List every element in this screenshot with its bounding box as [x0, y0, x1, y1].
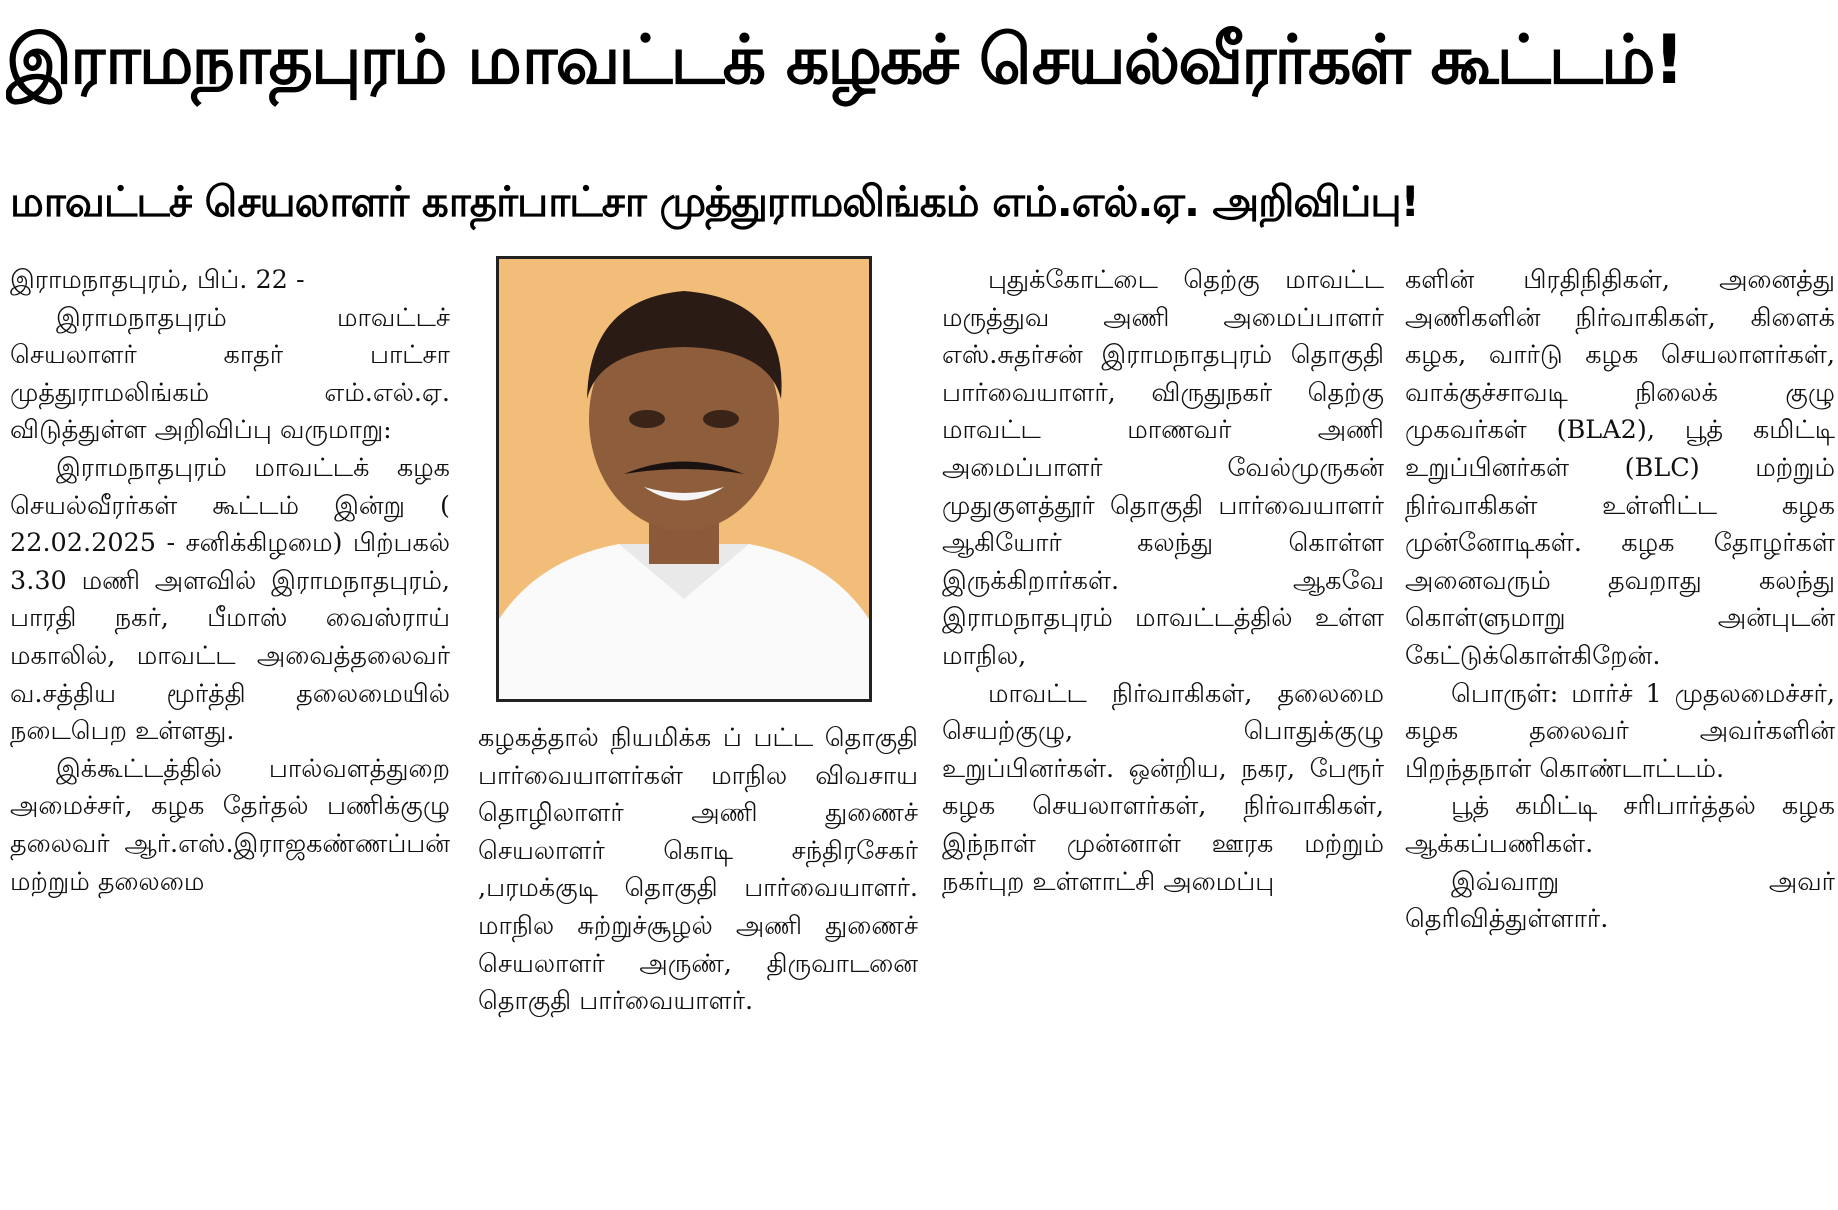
paragraph: பூத் கமிட்டி சரிபார்த்தல் கழக ஆக்கப்பணிகள். — [1405, 791, 1835, 859]
subheadline: மாவட்டச் செயலாளர் காதர்பாட்சா முத்துராமலிங்கம் எம்.எல்.ஏ. அறிவிப்பு! — [10, 177, 1419, 226]
article-column-3 — [942, 262, 1384, 1202]
paragraph: புதுக்கோட்டை தெற்கு மாவட்ட மருத்துவ அணி அமைப்பாளர் எஸ்.சுதர்சன் இராமநாதபுரம் தொகுதி பார்வையாளர், விருதுநகர் தெற்கு மாவட்ட மாணவர் அணி அமைப்பாளர் வேல்முருகன் முதுகுளத்தூர் தொகுதி பார்வையாளர் ஆகியோர் கலந்து கொள்ள இருக்கிறார்கள். ஆகவே இராமநாதபுரம் மாவட்டத்தில் உள்ள மாநில, — [942, 265, 1384, 671]
paragraph: இக்கூட்டத்தில் பால்வளத்துறை அமைச்சர், கழக தேர்தல் பணிக்குழு தலைவர் ஆர்.எஸ்.இராஜகண்ணப்பன் மற்றும் தலைமை — [10, 753, 450, 897]
paragraph: கழகத்தால் நியமிக்க ப் பட்ட தொகுதி பார்வையாளர்கள் மாநில விவசாய தொழிலாளர் அணி துணைச் செயலாளர் கொடி சந்திரசேகர் ,பரமக்குடி தொகுதி பார்வையாளர். மாநில சுற்றுச்சூழல் அணி துணைச் செயலாளர் அருண், திருவாடனை தொகுதி பார்வையாளர். — [478, 723, 918, 1017]
paragraph: இவ்வாறு அவர் தெரிவித்துள்ளார். — [1405, 866, 1835, 935]
article-column-1 — [10, 262, 450, 1202]
paragraph: இராமநாதபுரம் மாவட்டக் கழக செயல்வீரர்கள் கூட்டம் இன்று ( 22.02.2025 - சனிக்கிழமை) பிற்பகல் 3.30 மணி அளவில் இராமநாதபுரம், பாரதி நகர், பீமாஸ் வைஸ்ராய் மகாலில், மாவட்ட அவைத்தலைவர் வ.சத்திய மூர்த்தி தலைமையில் நடைபெற உள்ளது. — [10, 452, 450, 747]
paragraph: மாவட்ட நிர்வாகிகள், தலைமை செயற்குழு, பொதுக்குழு உறுப்பினர்கள். ஒன்றிய, நகர, பேரூர் கழக செயலாளர்கள், நிர்வாகிகள், இந்நாள் முன்னாள் ஊரக மற்றும் நகர்புற உள்ளாட்சி அமைப்பு — [942, 678, 1384, 897]
paragraph: இராமநாதபுரம் மாவட்டச் செயலாளர் காதர் பாட்சா முத்துராமலிங்கம் எம்.எல்.ஏ. விடுத்துள்ள அறிவிப்பு வருமாறு: — [10, 302, 450, 446]
headline: இராமநாதபுரம் மாவட்டக் கழகச் செயல்வீரர்கள் கூட்டம்! — [6, 21, 1683, 100]
dateline: இராமநாதபுரம், பிப். 22 - — [10, 265, 305, 295]
portrait-icon — [499, 259, 869, 699]
paragraph: பொருள்: மார்ச் 1 முதலமைச்சர், கழக தலைவர் அவர்களின் பிறந்தநாள் கொண்டாட்டம். — [1405, 678, 1835, 784]
article-column-4 — [1405, 262, 1835, 1202]
article-column-2 — [478, 720, 918, 1202]
portrait-photo — [496, 256, 872, 702]
paragraph: களின் பிரதிநிதிகள், அனைத்து அணிகளின் நிர்வாகிகள், கிளைக் கழக, வார்டு கழக செயலாளர்கள், வாக்குச்சாவடி நிலைக் குழு முகவர்கள் (BLA2), பூத் கமிட்டி உறுப்பினர்கள் (BLC) மற்றும் நிர்வாகிகள் உள்ளிட்ட கழக முன்னோடிகள். கழக தோழர்கள் அனைவரும் தவறாது கலந்து கொள்ளுமாறு அன்புடன் கேட்டுக்கொள்கிறேன். — [1405, 265, 1835, 671]
